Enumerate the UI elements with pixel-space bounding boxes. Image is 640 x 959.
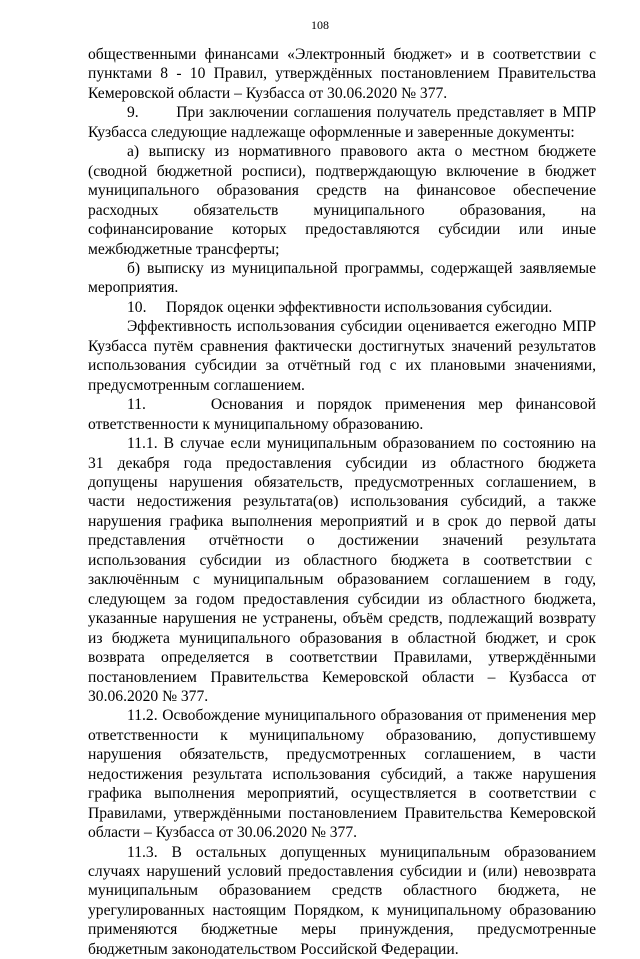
paragraph-item-11-2: 11.2. Освобождение муниципального образования от применения мер ответственности к муниципальному образованию, допустившему нарушения обязательств, предусмотренных соглашением, в части недостижения результата использования субсидий, а также нарушения графика выполнения мероприятий, осуществляется в соответствии с Правилами, утверждёнными постановлением Правительства Кемеровской области – Кузбасса от 30.06.2020 № 377. [88,707,596,842]
paragraph-item-9b: б) выписку из муниципальной программы, содержащей заявляемые мероприятия. [88,259,596,297]
paragraph-item-11-1: 11.1. В случае если муниципальным образованием по состоянию на 31 декабря года предоставления субсидии из областного бюджета допущены нарушения обязательств, предусмотренных соглашением, в части недостижения результата(ов) использования субсидий, а также нарушения графика выполнения мероприятий и в срок до первой даты представления отчётности о достижении значений результата использования субсидии из областного бюджета в соответствии с заключённым с муниципальным образованием соглашением в году, следующем за годом предоставления субсидии из областного бюджета, указанные нарушения не устранены, объём средств, подлежащий возврату из бюджета муниципального образования в областной бюджет, и срок возврата определяется в соответствии Правилами, утверждёнными постановлением Правительства Кемеровской области – Кузбасса от 30.06.2020 № 377. [88,435,596,705]
paragraph-item-10-body: Эффективность использования субсидии оценивается ежегодно МПР Кузбасса путём сравнения фактически достигнутых значений результатов использования субсидии за отчётный год с их плановыми значениями, предусмотренным соглашением. [88,318,596,394]
document-body [88,45,596,959]
paragraph-item-10: 10. Порядок оценки эффективности использования субсидии. [127,298,553,316]
paragraph-item-11: 11. Основания и порядок применения мер финансовой ответственности к муниципальному образованию. [88,396,596,433]
paragraph-item-9: 9. При заключении соглашения получатель представляет в МПР Кузбасса следующие надлежаще оформленные и заверенные документы: [88,104,596,141]
paragraph-item-11-3: 11.3. В остальных допущенных муниципальным образованием случаях нарушений условий предоставления субсидии и (или) невозврата муниципальным образованием средств областного бюджета, не урегулированных настоящим Порядком, к муниципальному образованию применяются бюджетные меры принуждения, предусмотренные бюджетным законодательством Российской Федерации. [88,843,596,958]
page-number: 108 [311,18,329,32]
paragraph-item-9a: а) выписку из нормативного правового акта о местном бюджете (сводной бюджетной росписи), подтверждающую включение в бюджет муниципального образования средств на финансовое обеспечение расходных обязательств муниципального образования, на софинансирование которых предоставляются субсидии или иные межбюджетные трансферты; [88,143,596,258]
paragraph-continuation: общественными финансами «Электронный бюджет» и в соответствии с пунктами 8 - 10 Правил, утверждённых постановлением Правительства Кемеровской области – Кузбасса от 30.06.2020 № 377. [88,46,596,102]
